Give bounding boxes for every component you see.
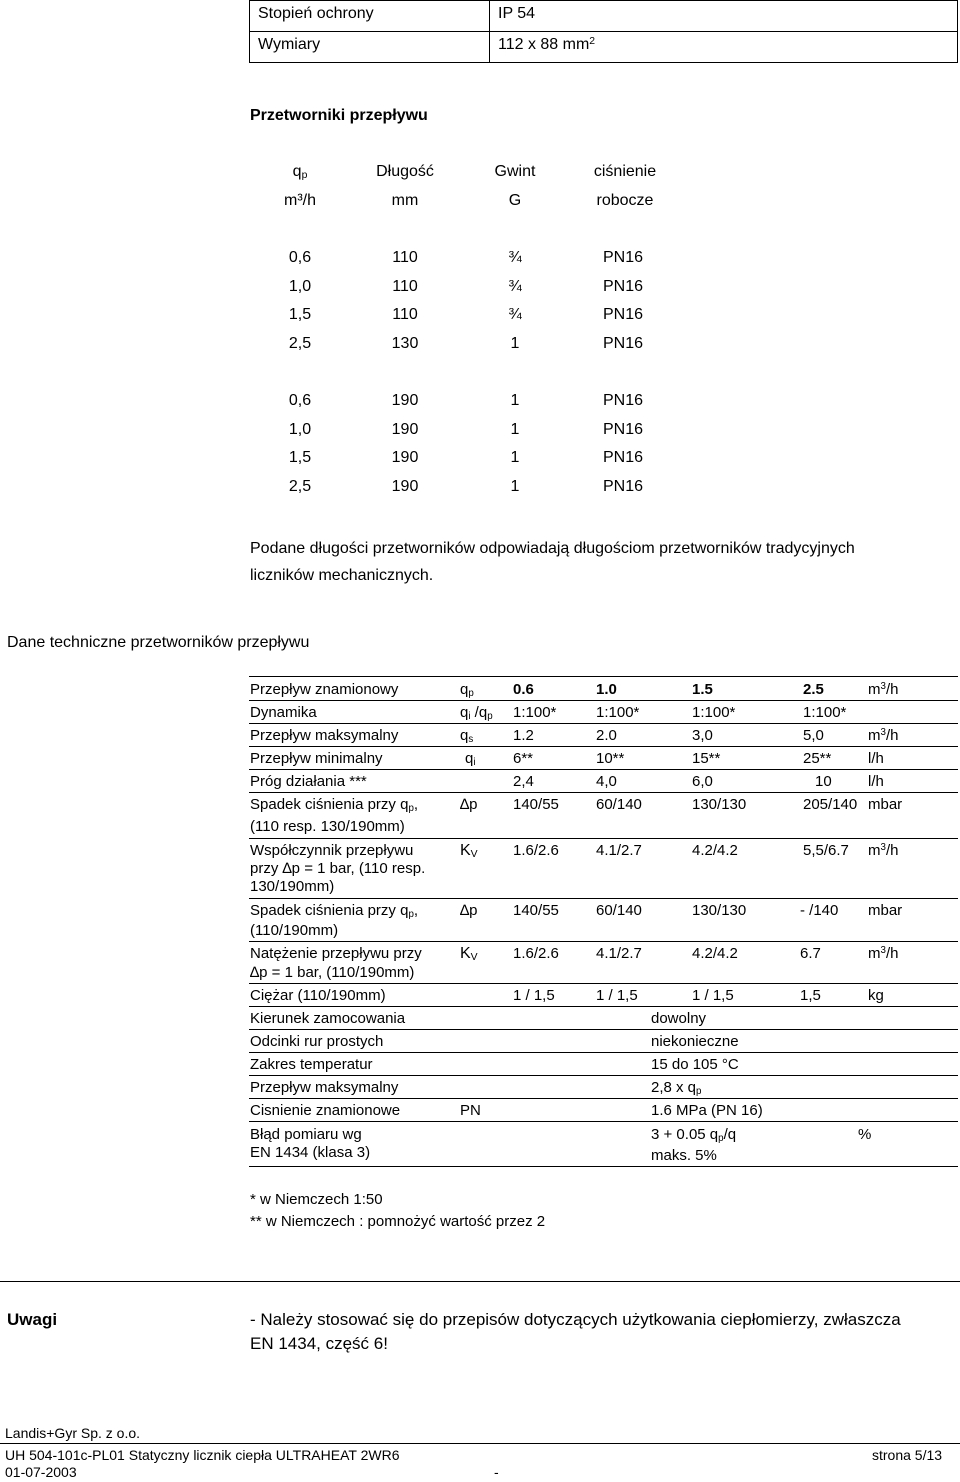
tech-label: Współczynnik przepływu: [250, 842, 414, 859]
tech-label-cont: ∆p = 1 bar, (110/190mm): [250, 964, 415, 981]
tech-value: 2,8 x $q_p$: [651, 1079, 702, 1097]
tech-label-cont: (110/190mm): [250, 922, 339, 939]
tech-value: 130/130: [692, 796, 747, 813]
tech-label: Przepływ znamionowy: [250, 681, 399, 698]
footer-dash: -: [494, 1464, 499, 1480]
tech-symbol: ∆p: [460, 902, 478, 919]
tech-label: Cisnienie znamionowe: [250, 1102, 401, 1119]
tech-label: Spadek ciśnienia przy $q_p$,: [250, 902, 419, 920]
header-length: Długość: [376, 163, 434, 180]
tech-label-cont: przy ∆p = 1 bar, (110 resp.: [250, 860, 426, 877]
remarks-line1: - Należy stosować się do przepisów dotyczących użytkowania ciepłomierzy, zwłaszcza: [250, 1310, 901, 1329]
tech-value: 4.1/2.7: [596, 842, 642, 859]
tech-value: 10**: [596, 750, 625, 767]
tech-label-cont: EN 1434 (klasa 3): [250, 1144, 371, 1161]
tech-value: 1.2: [513, 727, 534, 744]
note-line2: liczników mechanicznych.: [250, 567, 434, 584]
footer-divider: [0, 1443, 960, 1444]
tech-value: 1.5: [692, 681, 713, 698]
flow-cell: PN16: [602, 449, 644, 466]
tech-value: 6.7: [800, 945, 821, 962]
tech-value: 25**: [803, 750, 832, 767]
footer-page: strona 5/13: [872, 1447, 943, 1463]
spec-label: Wymiary: [250, 32, 490, 63]
tech-value: 2.5: [803, 681, 824, 698]
tech-value: 1.6/2.6: [513, 945, 559, 962]
tech-unit: $m^3/h$: [868, 945, 899, 962]
flow-cell: 110: [392, 306, 418, 323]
tech-symbol: $K_V$: [460, 945, 478, 963]
tech-symbol: $q_i$: [465, 750, 476, 768]
header-unit-length: mm: [391, 192, 419, 209]
tech-value: dowolny: [651, 1010, 707, 1027]
flow-cell: 0,6: [288, 249, 312, 266]
tech-value: 6,0: [692, 773, 713, 790]
tech-label: Natężenie przepływu przy: [250, 945, 422, 962]
tech-symbol: ∆p: [460, 796, 478, 813]
tech-value: 1:100*: [596, 704, 640, 721]
flow-cell: 190: [391, 392, 419, 409]
flow-cell: 2,5: [288, 477, 312, 495]
tech-label: Błąd pomiaru wg: [250, 1126, 362, 1143]
tech-label-cont: 130/190mm): [250, 878, 335, 895]
tech-value: 10: [815, 773, 832, 790]
tech-value: 6**: [513, 750, 534, 767]
tech-value: 4,0: [596, 773, 617, 790]
header-unit-pressure: robocze: [596, 192, 654, 209]
tech-symbol: $q_i$ $/q_p$: [460, 704, 493, 722]
tech-label: Ciężar (110/190mm): [250, 987, 386, 1004]
header-unit-qp: m³/h: [284, 192, 316, 209]
tech-value: 140/55: [513, 902, 559, 919]
tech-unit: mbar: [868, 902, 903, 919]
flow-cell: 1: [510, 334, 520, 352]
tech-label: Dynamika: [250, 704, 317, 721]
flow-cell: PN16: [602, 277, 644, 295]
tech-label: Przepływ minimalny: [250, 750, 383, 767]
spec-value: IP 54: [490, 1, 958, 32]
tech-value: 1,5: [800, 987, 821, 1004]
tech-value: 4.2/4.2: [692, 945, 738, 962]
tech-symbol: $K_V$: [460, 842, 478, 860]
flow-cell: PN16: [602, 249, 644, 266]
flow-cell: 1: [510, 449, 520, 466]
flow-cell: 1: [510, 477, 520, 495]
remarks-label: Uwagi: [7, 1310, 58, 1329]
header-unit-thread: G: [508, 192, 522, 209]
tech-value: 1.0: [596, 681, 617, 698]
flow-cell: PN16: [602, 420, 644, 438]
tech-value: 1:100*: [513, 704, 557, 721]
tech-value: 3,0: [692, 727, 713, 744]
spec-value: 112 x 88 $mm^2$: [490, 32, 958, 63]
tech-value: 60/140: [596, 796, 642, 813]
spec-label: Stopień ochrony: [250, 1, 490, 32]
remarks-line2: EN 1434, część 6!: [250, 1334, 388, 1353]
flow-cell: ¾: [508, 277, 522, 295]
footnote: ** w Niemczech : pomnożyć wartość przez 2: [250, 1213, 546, 1230]
flow-cell: 2,5: [288, 334, 312, 352]
note-line1: Podane długości przetworników odpowiadają długościom przetworników tradycyjnych: [250, 540, 855, 557]
tech-label: Kierunek zamocowania: [250, 1010, 406, 1027]
flow-cell: 190: [391, 420, 419, 438]
flow-cell: 1,0: [288, 420, 312, 438]
tech-value: 205/140: [803, 796, 858, 813]
flow-cell: 1,5: [288, 306, 312, 323]
tech-value: 4.1/2.7: [596, 945, 642, 962]
tech-value: 1 / 1,5: [692, 987, 734, 1004]
flow-cell: 190: [391, 477, 419, 495]
tech-unit: $m^3/h$: [868, 842, 899, 859]
footer-company: Landis+Gyr Sp. z o.o.: [5, 1425, 141, 1441]
flow-cell: 1,5: [288, 449, 312, 466]
tech-unit: $m^3/h$: [868, 727, 899, 744]
header-qp: $q_p$: [292, 163, 308, 181]
header-thread: Gwint: [494, 163, 536, 180]
tech-value: 1:100*: [692, 704, 736, 721]
header-pressure: ciśnienie: [593, 163, 657, 180]
tech-symbol: $q_p$: [460, 681, 474, 699]
tech-value: 15**: [692, 750, 721, 767]
tech-unit: kg: [868, 987, 884, 1004]
tech-unit: %: [858, 1126, 872, 1143]
flow-cell: PN16: [602, 477, 644, 495]
tech-symbol: PN: [460, 1102, 481, 1119]
tech-value: 140/55: [513, 796, 559, 813]
tech-value: 5,0: [803, 727, 824, 744]
flow-cell: 1: [510, 392, 520, 409]
tech-label-cont: (110 resp. 130/190mm): [250, 818, 405, 835]
tech-value: 1 / 1,5: [513, 987, 555, 1004]
tech-value: 1.6 MPa (PN 16): [651, 1102, 763, 1119]
flow-title: Przetworniki przepływu: [250, 107, 428, 124]
flow-cell: PN16: [602, 306, 644, 323]
spec-row: [250, 1, 958, 32]
flow-cell: 110: [392, 249, 418, 266]
flow-cell: PN16: [602, 334, 644, 352]
tech-value: 5,5/6.7: [803, 842, 849, 859]
tech-value: niekonieczne: [651, 1033, 739, 1050]
tech-title: Dane techniczne przetworników przepływu: [7, 634, 310, 651]
flow-cell: ¾: [508, 249, 522, 266]
tech-unit: l/h: [868, 750, 884, 767]
tech-unit: l/h: [868, 773, 884, 790]
divider: [0, 1281, 960, 1282]
tech-value-cont: maks. 5%: [651, 1147, 717, 1164]
tech-label: Spadek ciśnienia przy $q_p$,: [250, 796, 419, 814]
tech-value: 130/130: [692, 902, 747, 919]
tech-label: Przepływ maksymalny: [250, 727, 399, 744]
tech-label: Przepływ maksymalny: [250, 1079, 399, 1096]
flow-cell: 190: [391, 449, 419, 466]
tech-unit: $m^3/h$: [868, 681, 899, 698]
tech-value: 2,4: [513, 773, 534, 790]
tech-value: 15 do 105 °C: [651, 1056, 739, 1073]
spec-row: [250, 32, 958, 63]
tech-value: 3 + 0.05 $q_p/q$: [651, 1126, 737, 1144]
tech-value: 4.2/4.2: [692, 842, 738, 859]
tech-value: 2.0: [596, 727, 617, 744]
spec-table: [249, 0, 958, 63]
tech-unit: mbar: [868, 796, 903, 813]
tech-value: 60/140: [596, 902, 642, 919]
flow-cell: 1: [510, 420, 520, 438]
tech-value: 1:100*: [803, 704, 847, 721]
flow-cell: 110: [392, 277, 418, 295]
tech-value: 1.6/2.6: [513, 842, 559, 859]
tech-symbol: $q_s$: [460, 727, 474, 745]
footer-doc: UH 504-101c-PL01 Statyczny licznik ciepła ULTRAHEAT 2WR6: [5, 1447, 400, 1463]
tech-label: Odcinki rur prostych: [250, 1033, 384, 1050]
footnote: * w Niemczech 1:50: [250, 1191, 383, 1208]
flow-cell: PN16: [602, 392, 644, 409]
flow-cell: ¾: [508, 306, 522, 323]
tech-label: Próg działania ***: [250, 773, 367, 790]
flow-cell: 130: [391, 334, 419, 352]
footer-date: 01-07-2003: [5, 1464, 77, 1480]
flow-cell: 0,6: [288, 392, 312, 409]
flow-cell: 1,0: [288, 277, 312, 295]
tech-value: 0.6: [513, 681, 534, 698]
tech-label: Zakres temperatur: [250, 1056, 373, 1073]
tech-value: 1 / 1,5: [596, 987, 638, 1004]
tech-value: - /140: [800, 902, 839, 919]
